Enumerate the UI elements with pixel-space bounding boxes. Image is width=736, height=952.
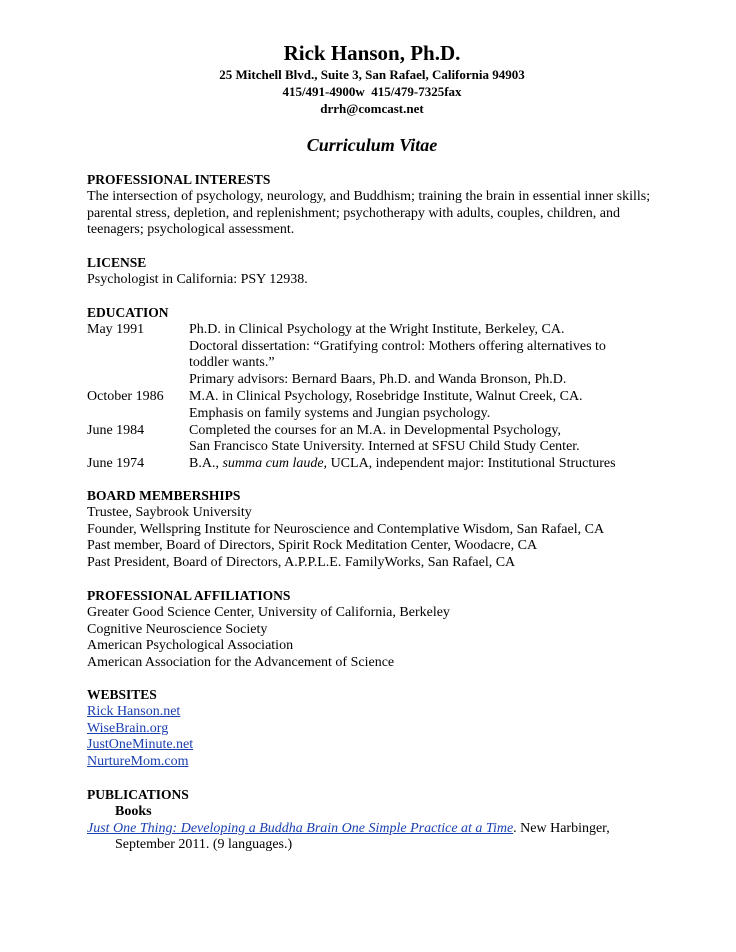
list-item: Cognitive Neuroscience Society: [87, 621, 268, 637]
cv-header: [0, 40, 736, 117]
website-link-wisebrain[interactable]: WiseBrain.org: [87, 720, 169, 736]
education-line: Primary advisors: Bernard Baars, Ph.D. and Wanda Bronson, Ph.D.: [189, 372, 567, 388]
section-heading: LICENSE: [87, 255, 147, 270]
license-text: Psychologist in California: PSY 12938.: [87, 271, 308, 287]
education-date: October 1986: [87, 388, 164, 404]
education-line: Completed the courses for an M.A. in Developmental Psychology,: [189, 422, 561, 438]
section-websites: [87, 687, 657, 771]
list-item: American Psychological Association: [87, 638, 294, 654]
education-line: [189, 456, 647, 473]
section-education: [87, 305, 647, 473]
document-title: Curriculum Vitae: [306, 135, 438, 155]
address: 25 Mitchell Blvd., Suite 3, San Rafael, California 94903: [219, 67, 525, 82]
degree-prefix: B.A.,: [189, 456, 223, 472]
education-date: June 1984: [87, 422, 145, 438]
list-item: Greater Good Science Center, University of California, Berkeley: [87, 604, 450, 620]
list-item: American Association for the Advancement of Science: [87, 655, 395, 671]
section-heading: PROFESSIONAL AFFILIATIONS: [87, 588, 291, 603]
section-board-memberships: [87, 488, 647, 572]
education-line: M.A. in Clinical Psychology, Rosebridge Institute, Walnut Creek, CA.: [189, 388, 583, 404]
education-line: San Francisco State University. Interned at SFSU Child Study Center.: [189, 439, 580, 455]
education-line: Doctoral dissertation: “Gratifying control: Mothers offering alternatives to toddler wants.”: [189, 338, 606, 371]
section-heading: PROFESSIONAL INTERESTS: [87, 172, 271, 187]
book-title-link[interactable]: Just One Thing: Developing a Buddha Brain One Simple Practice at a Time: [87, 820, 514, 836]
list-item: Trustee, Saybrook University: [87, 504, 252, 520]
section-heading: WEBSITES: [87, 687, 157, 702]
degree-honors: summa cum laude,: [222, 456, 328, 472]
book-citation: [87, 821, 655, 855]
education-line: Emphasis on family systems and Jungian psychology.: [189, 405, 491, 421]
website-link-nurturemom[interactable]: NurtureMom.com: [87, 754, 189, 770]
education-entry: [87, 389, 647, 423]
email: drrh@comcast.net: [320, 101, 424, 116]
education-entry: [87, 456, 647, 473]
degree-suffix: UCLA, independent major: Institutional Structures: [327, 456, 616, 472]
section-professional-affiliations: [87, 588, 657, 672]
section-publications: [87, 787, 655, 854]
website-link-rickhanson[interactable]: Rick Hanson.net: [87, 703, 181, 719]
education-entry: [87, 322, 647, 389]
author-name: Rick Hanson, Ph.D.: [283, 41, 461, 65]
book-details: . New Harbinger, September 2011. (9 languages.): [115, 820, 610, 853]
website-link-justoneminute[interactable]: JustOneMinute.net: [87, 737, 194, 753]
section-professional-interests: [87, 172, 657, 239]
section-license: [87, 255, 657, 289]
section-heading: EDUCATION: [87, 305, 169, 320]
section-heading: BOARD MEMBERSHIPS: [87, 488, 241, 503]
section-heading: PUBLICATIONS: [87, 787, 189, 802]
list-item: Past President, Board of Directors, A.P.P.L.E. FamilyWorks, San Rafael, CA: [87, 555, 516, 571]
education-date: June 1974: [87, 456, 145, 472]
interests-text: The intersection of psychology, neurology, and Buddhism; training the brain in essential inner skills; parental stress, depletion, and replenishment; psychotherapy with adults, couples, children, and teenagers; psychological assessment.: [87, 188, 651, 238]
education-line: Ph.D. in Clinical Psychology at the Wright Institute, Berkeley, CA.: [189, 321, 565, 337]
education-date: May 1991: [87, 321, 145, 337]
education-entry: [87, 423, 647, 457]
list-item: Founder, Wellspring Institute for Neuroscience and Contemplative Wisdom, San Rafael, CA: [87, 521, 605, 537]
books-subheading: Books: [115, 803, 152, 819]
list-item: Past member, Board of Directors, Spirit Rock Meditation Center, Woodacre, CA: [87, 538, 538, 554]
phone-numbers: 415/491-4900w 415/479-7325fax: [282, 84, 462, 99]
